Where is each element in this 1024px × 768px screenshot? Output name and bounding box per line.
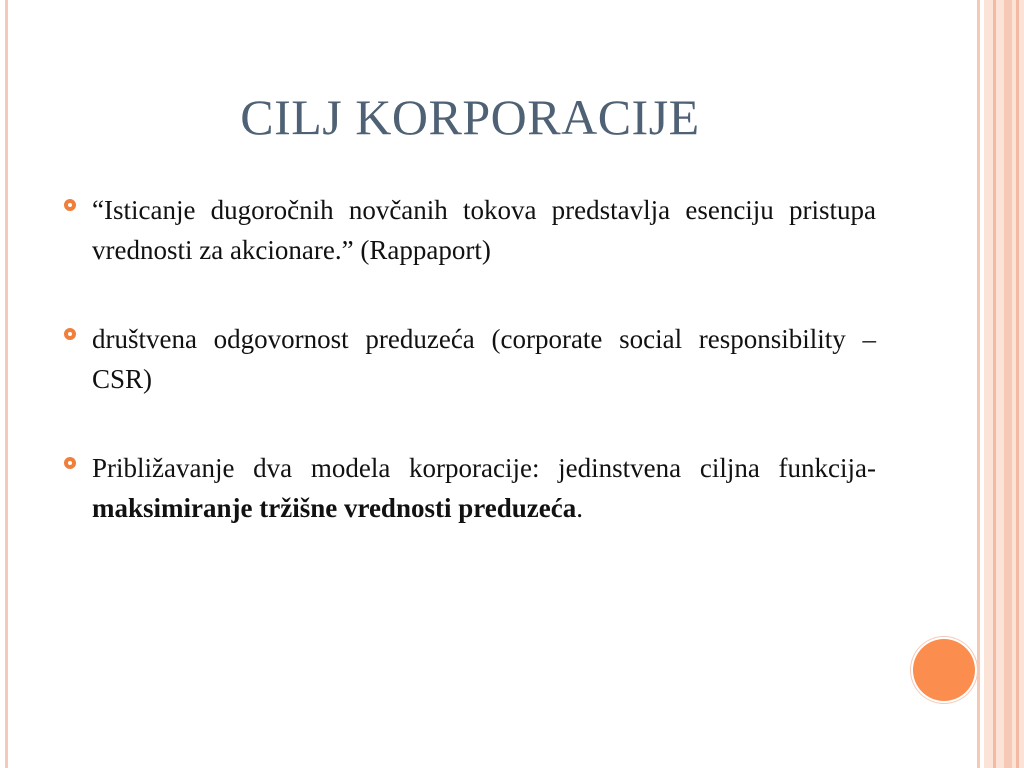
bullet-text [92, 448, 876, 528]
bullet-list [64, 190, 876, 577]
frame-right-line [977, 0, 980, 768]
frame-right-line [1004, 0, 1012, 768]
frame-right-line [993, 0, 996, 768]
bullet-item [64, 190, 876, 270]
frame-right-line [1016, 0, 1019, 768]
bullet-text-plain: Približavanje dva modela korporacije: jedinstvena ciljna funkcija- [92, 453, 876, 483]
bullet-item [64, 448, 876, 528]
accent-circle [913, 639, 975, 701]
bullet-ring-icon [64, 457, 76, 469]
bullet-text: “Isticanje dugoročnih novčanih tokova predstavlja esenciju pristupa vrednosti za akcionare.” (Rappaport) [92, 195, 876, 265]
frame-left-line [5, 0, 8, 768]
bullet-text: društvena odgovornost preduzeća (corporate social responsibility – CSR) [92, 324, 876, 394]
bullet-text-bold: maksimiranje tržišne vrednosti preduzeća [92, 493, 577, 523]
bullet-text-end: . [576, 493, 583, 523]
bullet-ring-icon [64, 199, 76, 211]
slide-title: CILJ KORPORACIJE [240, 89, 700, 145]
bullet-ring-icon [64, 328, 76, 340]
bullet-item [64, 319, 876, 399]
